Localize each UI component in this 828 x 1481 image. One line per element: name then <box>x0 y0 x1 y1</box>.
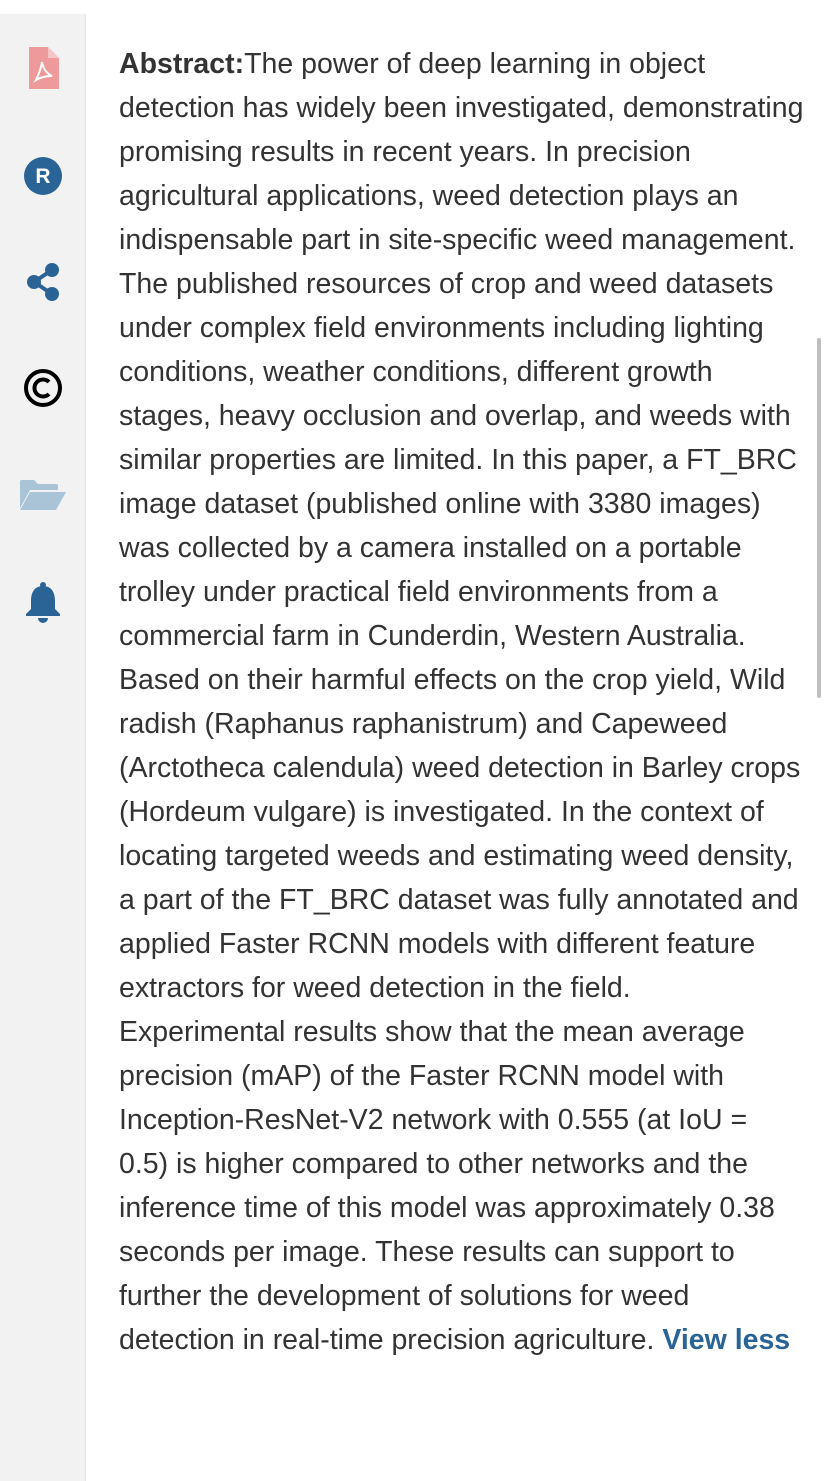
svg-text:R: R <box>35 165 51 188</box>
abstract-label: Abstract: <box>119 48 245 80</box>
abstract-paragraph <box>119 42 804 1362</box>
pdf-button[interactable] <box>0 33 86 103</box>
r-circle-icon <box>24 157 62 195</box>
share-icon <box>25 262 61 302</box>
rights-button[interactable] <box>0 141 86 211</box>
bell-icon <box>25 581 61 623</box>
copyright-button[interactable] <box>0 353 86 423</box>
folder-button[interactable] <box>0 460 86 530</box>
folder-open-icon <box>20 478 66 512</box>
pdf-icon <box>27 47 59 89</box>
sidebar-rail <box>0 14 86 1481</box>
alerts-button[interactable] <box>0 567 86 637</box>
abstract-text: The power of deep learning in object detection has widely been investigated, demonstrating promising results in recent years. In precision agricultural applications, weed detection plays an indispensable part in site-specific weed management. The published resources of crop and weed datasets under complex field environments including lighting conditions, weather conditions, different growth stages, heavy occlusion and overlap, and weeds with similar properties are limited. In this paper, a FT_BRC image dataset (published online with 3380 images) was collected by a camera installed on a portable trolley under practical field environments from a commercial farm in Cunderdin, Western Australia. Based on their harmful effects on the crop yield, Wild radish (Raphanus raphanistrum) and Capeweed (Arctotheca calendula) weed detection in Barley crops (Hordeum vulgare) is investigated. In the context of locating targeted weeds and estimating weed density, a part of the FT_BRC dataset was fully annotated and applied Faster RCNN models with different feature extractors for weed detection in the field. Experimental results show that the mean average precision (mAP) of the Faster RCNN model with Inception-ResNet-V2 network with 0.555 (at IoU = 0.5) is higher compared to other networks and the inference time of this model was approximately 0.38 seconds per image. These results can support to further the development of solutions for weed detection in real-time precision agriculture. <box>119 48 804 1356</box>
share-button[interactable] <box>0 247 86 317</box>
copyright-icon <box>23 368 63 408</box>
scrollbar-thumb[interactable] <box>817 338 821 698</box>
view-less-link[interactable]: View less <box>662 1324 791 1356</box>
